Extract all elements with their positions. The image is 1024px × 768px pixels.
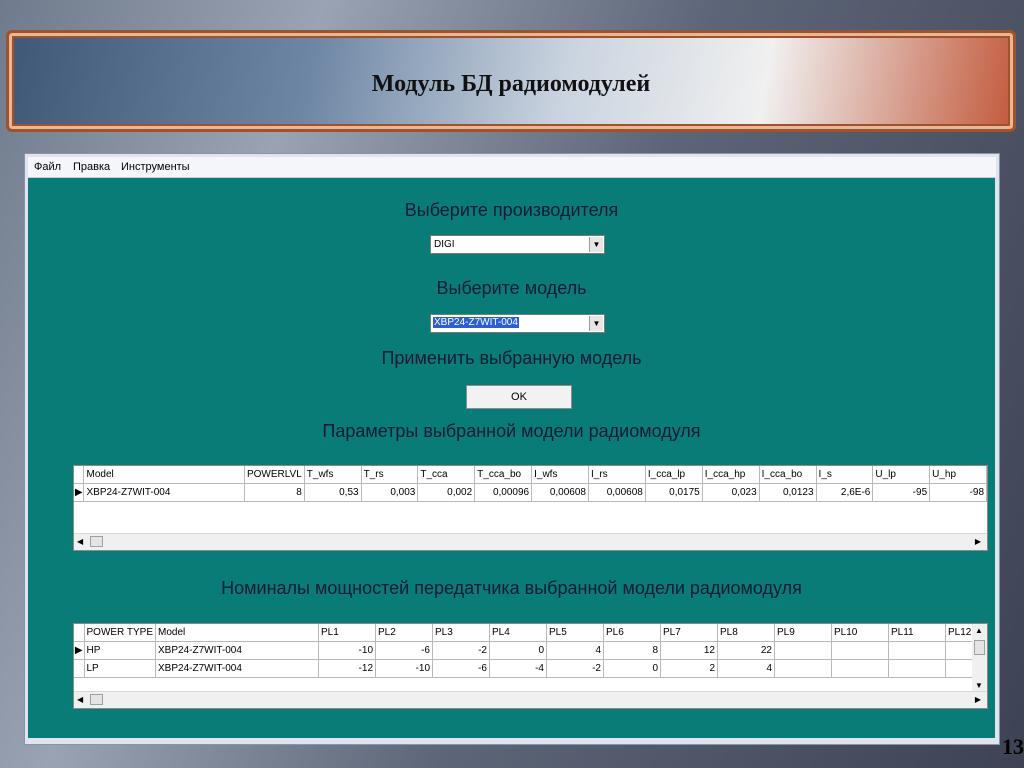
app-window (24, 153, 1000, 745)
apply-label: Применить выбранную модель (381, 348, 642, 368)
power-label: Номиналы мощностей передатчика выбранной модели радиомодуля (221, 578, 802, 598)
column-header[interactable]: I_s (816, 466, 873, 484)
chevron-down-icon[interactable]: ▼ (589, 316, 603, 331)
table-cell[interactable]: 0,002 (418, 484, 475, 502)
table-cell[interactable]: XBP24-Z7WIT-004 (156, 660, 319, 678)
column-header[interactable]: PL9 (775, 624, 832, 642)
table-cell[interactable]: 0 (604, 660, 661, 678)
table-cell[interactable] (832, 642, 889, 660)
scroll-left-icon[interactable]: ◀ (77, 537, 84, 546)
current-row-arrow-icon: ▶ (74, 642, 84, 660)
table-cell[interactable]: 4 (547, 642, 604, 660)
column-header[interactable]: T_cca_bo (475, 466, 532, 484)
column-header[interactable]: PL3 (433, 624, 490, 642)
table-cell[interactable] (832, 660, 889, 678)
table-cell[interactable]: -95 (873, 484, 930, 502)
table-cell[interactable]: LP (84, 660, 156, 678)
table-row[interactable] (74, 660, 978, 678)
column-header[interactable]: T_wfs (304, 466, 361, 484)
table-cell[interactable]: 4 (718, 660, 775, 678)
horizontal-scrollbar[interactable] (74, 691, 987, 708)
params-header-row (74, 466, 987, 484)
column-header[interactable]: I_cca_lp (645, 466, 702, 484)
menu-edit[interactable]: Правка (73, 161, 111, 173)
column-header[interactable]: Model (84, 466, 244, 484)
table-cell[interactable]: 0,023 (702, 484, 759, 502)
column-header[interactable]: PL1 (319, 624, 376, 642)
row-header-corner (74, 466, 84, 484)
column-header[interactable]: PL11 (889, 624, 946, 642)
table-cell[interactable] (775, 660, 832, 678)
horizontal-scrollbar[interactable] (74, 533, 987, 550)
column-header[interactable]: I_rs (588, 466, 645, 484)
table-cell[interactable]: 22 (718, 642, 775, 660)
scroll-thumb[interactable] (90, 536, 103, 547)
table-cell[interactable]: -4 (490, 660, 547, 678)
manufacturer-select-value: DIGI (434, 239, 455, 250)
table-cell[interactable]: -2 (433, 642, 490, 660)
column-header[interactable]: I_wfs (532, 466, 589, 484)
scroll-left-icon[interactable]: ◀ (77, 695, 84, 704)
table-cell[interactable]: 8 (604, 642, 661, 660)
column-header[interactable]: U_hp (930, 466, 987, 484)
table-cell[interactable]: 0,00608 (588, 484, 645, 502)
scroll-thumb[interactable] (90, 694, 103, 705)
scroll-right-icon[interactable]: ▶ (974, 695, 981, 704)
column-header[interactable]: PL6 (604, 624, 661, 642)
params-grid[interactable] (73, 465, 988, 551)
current-row-arrow-icon: ▶ (74, 484, 84, 502)
table-cell[interactable]: 0,00608 (532, 484, 589, 502)
table-cell[interactable]: -98 (930, 484, 987, 502)
model-select-value: XBP24-Z7WIT-004 (434, 317, 518, 328)
column-header[interactable]: PL2 (376, 624, 433, 642)
row-header (74, 660, 84, 678)
column-header[interactable]: I_cca_bo (759, 466, 816, 484)
table-row[interactable] (74, 642, 978, 660)
slide-title-frame (6, 30, 1016, 132)
manufacturer-label: Выберите производителя (404, 200, 619, 220)
ok-button[interactable]: OK (466, 385, 572, 409)
chevron-down-icon[interactable]: ▼ (589, 237, 603, 252)
table-cell[interactable]: -6 (433, 660, 490, 678)
menu-file[interactable]: Файл (34, 161, 62, 173)
column-header[interactable]: PL12 (946, 624, 978, 642)
page-number: 13 (1002, 734, 1024, 759)
column-header[interactable]: PL4 (490, 624, 547, 642)
column-header[interactable]: I_cca_hp (702, 466, 759, 484)
menubar (28, 157, 996, 178)
scroll-up-icon[interactable]: ▲ (975, 626, 983, 635)
table-cell[interactable]: 0,0175 (645, 484, 702, 502)
table-cell[interactable]: -6 (376, 642, 433, 660)
table-cell[interactable]: 12 (661, 642, 718, 660)
scroll-right-icon[interactable]: ▶ (974, 537, 981, 546)
column-header[interactable]: PL5 (547, 624, 604, 642)
model-select[interactable] (430, 314, 605, 333)
form-client-area (28, 178, 995, 738)
table-cell[interactable]: 8 (244, 484, 304, 502)
params-table (74, 466, 987, 502)
scroll-thumb[interactable] (974, 640, 985, 655)
table-cell[interactable]: 0,003 (361, 484, 418, 502)
menu-tools[interactable]: Инструменты (121, 161, 190, 173)
power-header-row (74, 624, 978, 642)
column-header[interactable]: T_rs (361, 466, 418, 484)
table-cell[interactable]: 2 (661, 660, 718, 678)
table-cell[interactable]: -10 (376, 660, 433, 678)
params-label: Параметры выбранной модели радиомодуля (322, 421, 701, 441)
manufacturer-select[interactable] (430, 235, 605, 254)
table-cell[interactable]: XBP24-Z7WIT-004 (156, 642, 319, 660)
table-cell[interactable]: 2,6E-6 (816, 484, 873, 502)
table-row[interactable] (74, 484, 987, 502)
table-cell[interactable]: 0 (490, 642, 547, 660)
column-header[interactable]: PL10 (832, 624, 889, 642)
column-header[interactable]: T_cca (418, 466, 475, 484)
column-header[interactable]: POWER TYPE (84, 624, 156, 642)
column-header[interactable]: U_lp (873, 466, 930, 484)
table-cell[interactable]: XBP24-Z7WIT-004 (84, 484, 244, 502)
table-cell[interactable]: HP (84, 642, 156, 660)
table-cell[interactable] (889, 660, 946, 678)
column-header[interactable]: POWERLVL (244, 466, 304, 484)
table-cell[interactable] (889, 642, 946, 660)
power-grid[interactable] (73, 623, 988, 709)
table-cell[interactable]: -2 (547, 660, 604, 678)
table-cell[interactable] (775, 642, 832, 660)
table-cell[interactable]: -12 (319, 660, 376, 678)
model-label: Выберите модель (436, 278, 587, 298)
power-table (74, 624, 978, 678)
column-header[interactable]: Model (156, 624, 319, 642)
column-header[interactable]: PL8 (718, 624, 775, 642)
table-cell[interactable]: 0,0123 (759, 484, 816, 502)
vertical-scrollbar[interactable] (972, 624, 987, 692)
table-cell[interactable]: 0,53 (304, 484, 361, 502)
slide-title: Модуль БД радиомодулей (371, 71, 651, 97)
scroll-down-icon[interactable]: ▼ (975, 681, 983, 690)
column-header[interactable]: PL7 (661, 624, 718, 642)
table-cell[interactable]: 0,00096 (475, 484, 532, 502)
row-header-corner (74, 624, 84, 642)
table-cell[interactable]: -10 (319, 642, 376, 660)
